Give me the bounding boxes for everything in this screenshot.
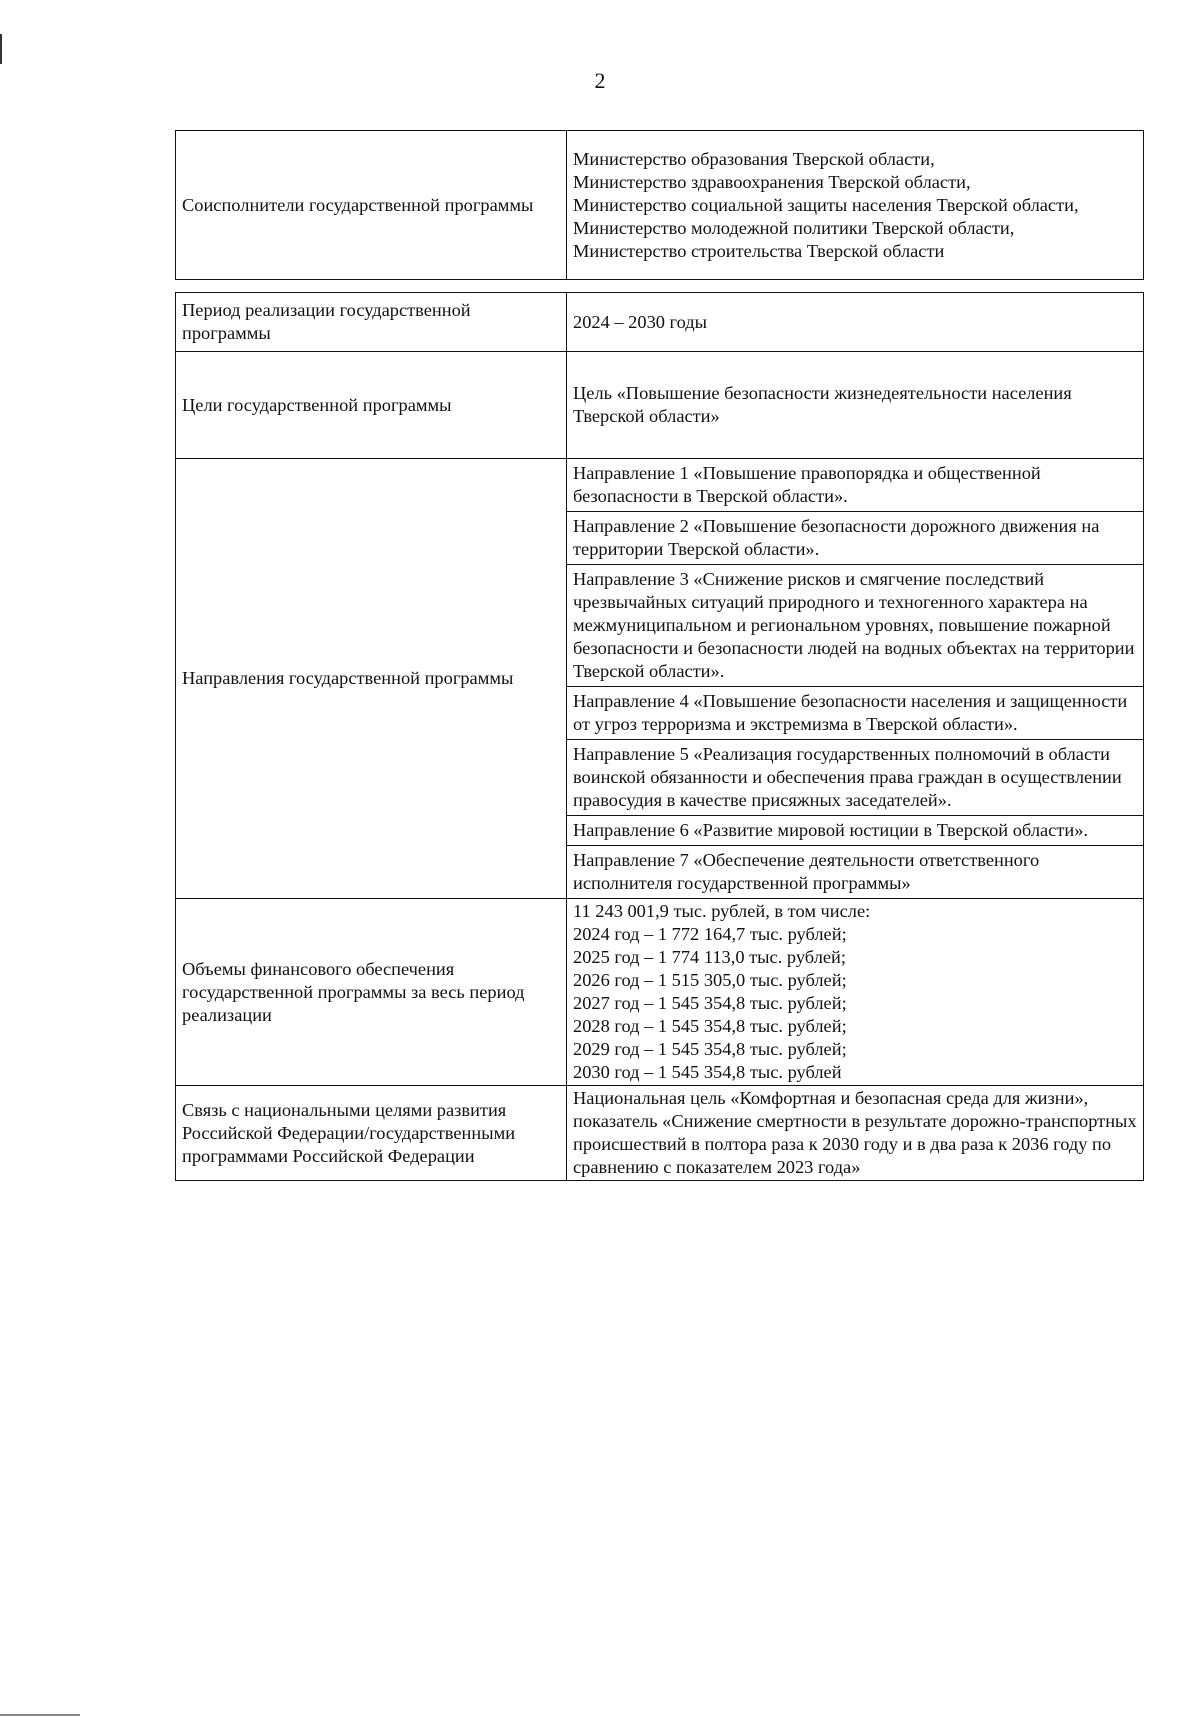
- row-funding: [176, 899, 1144, 1086]
- funding-year: 2028 год – 1 545 354,8 тыс. рублей;: [573, 1016, 847, 1036]
- funding-year: 2030 год – 1 545 354,8 тыс. рублей: [573, 1062, 842, 1082]
- direction-item: Направление 6 «Развитие мировой юстиции в Тверской области».: [567, 816, 1144, 846]
- direction-item: Направление 7 «Обеспечение деятельности ответственного исполнителя государственной программы»: [567, 846, 1144, 899]
- co-executor: Министерство молодежной политики Тверской области,: [573, 217, 1015, 238]
- national-goal: Национальная цель «Комфортная и безопасная среда для жизни»,: [573, 1088, 1089, 1108]
- row-direction: [176, 459, 1144, 512]
- row-co-executors: [176, 131, 1144, 280]
- direction-item: Направление 4 «Повышение безопасности населения и защищенности от угроз терроризма и экстремизма в Тверской области».: [567, 687, 1144, 740]
- row-period: [176, 293, 1144, 352]
- funding-total: 11 243 001,9 тыс. рублей, в том числе:: [573, 901, 871, 921]
- period-value: 2024 – 2030 годы: [567, 293, 1144, 352]
- national-goals-label: Связь с национальными целями развития Российской Федерации/государственными программами Российской Федерации: [176, 1086, 567, 1181]
- period-label: Период реализации государственной программы: [176, 293, 567, 352]
- co-executor: Министерство здравоохранения Тверской области,: [573, 171, 971, 192]
- page-number: 2: [594, 68, 606, 93]
- funding-year: 2025 год – 1 774 113,0 тыс. рублей;: [573, 947, 846, 967]
- directions-label: Направления государственной программы: [176, 459, 567, 899]
- direction-item: Направление 1 «Повышение правопорядка и общественной безопасности в Тверской области».: [567, 459, 1144, 512]
- direction-item: Направление 5 «Реализация государственных полномочий в области воинской обязанности и обеспечения права граждан в осуществлении правосудия в качестве присяжных заседателей».: [567, 740, 1144, 816]
- funding-year: 2029 год – 1 545 354,8 тыс. рублей;: [573, 1039, 847, 1059]
- scan-edge-mark: [0, 1714, 80, 1716]
- row-goals: [176, 352, 1144, 459]
- co-executor: Министерство образования Тверской области,: [573, 148, 935, 169]
- funding-value: [567, 899, 1144, 1086]
- funding-year: 2026 год – 1 515 305,0 тыс. рублей;: [573, 970, 847, 990]
- national-goals-value: [567, 1086, 1144, 1181]
- direction-item: Направление 2 «Повышение безопасности дорожного движения на территории Тверской области».: [567, 512, 1144, 565]
- co-executors-value: [567, 131, 1144, 280]
- goals-value: Цель «Повышение безопасности жизнедеятельности населения Тверской области»: [567, 352, 1144, 459]
- passport-table-coexecutors: [175, 130, 1144, 280]
- co-executor: Министерство строительства Тверской области: [573, 240, 945, 261]
- co-executors-label: Соисполнители государственной программы: [176, 131, 567, 280]
- scan-edge-mark: [0, 34, 2, 64]
- funding-label: Объемы финансового обеспечения государственной программы за весь период реализации: [176, 899, 567, 1086]
- funding-year: 2024 год – 1 772 164,7 тыс. рублей;: [573, 924, 847, 944]
- national-indicator: показатель «Снижение смертности в результате дорожно-транспортных происшествий в полтора раза к 2030 году и в два раза к 2036 году по сравнению с показателем 2023 года»: [573, 1111, 1137, 1177]
- co-executor: Министерство социальной защиты населения Тверской области,: [573, 194, 1079, 215]
- goals-label: Цели государственной программы: [176, 352, 567, 459]
- funding-year: 2027 год – 1 545 354,8 тыс. рублей;: [573, 993, 847, 1013]
- passport-table-main: [175, 292, 1144, 1181]
- direction-item: Направление 3 «Снижение рисков и смягчение последствий чрезвычайных ситуаций природного и техногенного характера на межмуниципальном и региональном уровнях, повышение пожарной безопасности и безопасности людей на водных объектах на территории Тверской области».: [567, 565, 1144, 687]
- row-national-goals: [176, 1086, 1144, 1181]
